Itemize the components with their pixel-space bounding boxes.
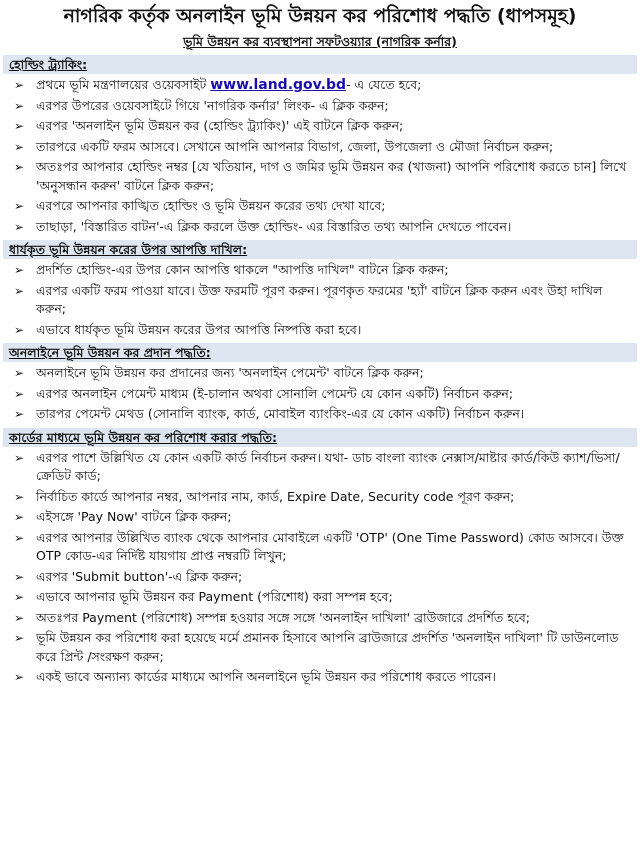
item-text: তাছাড়া, 'বিস্তারিত বাটন'-এ ক্লিক করলে উক্ত হোল্ডিং- এর বিস্তারিত তথ্য আপনি দেখতে পাবেন। (36, 218, 512, 234)
arrow-bullet-icon: ➢ (14, 450, 25, 465)
step-list (0, 364, 640, 424)
section-heading: ধার্যকৃত ভূমি উন্নয়ন করের উপর আপত্তি দাখিল: (3, 240, 637, 259)
item-text: একই ভাবে অন্যান্য কার্ডের মাধ্যমে আপনি অনলাইনে ভূমি উন্নয়ন কর পরিশোধ করতে পারেন। (36, 669, 497, 684)
item-text: তারপর পেমেন্ট মেথড (সোনালি ব্যাংক, কার্ড, মোবাইল ব্যাংকিং-এর যে কোন একটি) নির্বাচন করুন। (36, 406, 525, 421)
section-objection-filing (0, 240, 640, 339)
arrow-bullet-icon: ➢ (14, 530, 25, 545)
item-text: ভূমি উন্নয়ন কর পরিশোধ করা হয়েছে মর্মে প্রমানক হিসাবে আপনি ব্রাউজারে প্রদর্শিত 'অনলাইন দাখিলা' টি ডাউনলোড করে প্রিন্ট /সংরক্ষণ করুন; (36, 630, 619, 664)
list-item (12, 138, 634, 157)
list-item (12, 568, 634, 587)
step-list (0, 76, 640, 236)
arrow-bullet-icon: ➢ (14, 139, 25, 154)
page (0, 4, 640, 687)
list-item (12, 282, 634, 319)
arrow-bullet-icon: ➢ (14, 263, 25, 277)
item-text: এরপর পাশে উল্লিখিত যে কোন একটি কার্ড নির্বাচন করুন। যথা- ডাচ বাংলা ব্যাংক নেক্সাস/মাষ্টার কার্ড/কিউ ক্যাশ/ভিসা/ক্রেডিট কার্ড; (36, 449, 620, 483)
section-card-payment (0, 428, 640, 687)
list-item (12, 364, 634, 383)
list-item (12, 97, 634, 116)
land-website-link[interactable]: www.land.gov.bd (210, 77, 346, 93)
item-text: এরপর অনলাইন পেমেন্ট মাধ্যম (ই-চালান অথবা সোনালি পেমেন্ট যে কোন একটি) নির্বাচন করুন; (36, 385, 514, 401)
list-item (12, 158, 634, 195)
list-item (12, 117, 634, 136)
arrow-bullet-icon: ➢ (14, 569, 25, 584)
list-item (12, 449, 634, 486)
item-text: এরপর একটি ফরম পাওয়া যাবে। উক্ত ফরমটি পূরণ করুন। পূরণকৃত ফরমের 'হ্যাঁ' বাটনে ক্লিক করুন এবং উহা দাখিল করুন; (36, 282, 603, 316)
item-text: - এ যেতে হবে; (346, 77, 422, 92)
arrow-bullet-icon: ➢ (14, 98, 25, 113)
list-item (12, 218, 634, 237)
list-item (12, 588, 634, 607)
arrow-bullet-icon: ➢ (14, 78, 25, 92)
arrow-bullet-icon: ➢ (14, 219, 25, 234)
section-heading: কার্ডের মাধ্যমে ভূমি উন্নয়ন কর পরিশোধ করার পদ্ধতি: (3, 428, 637, 447)
page-title: নাগরিক কর্তৃক অনলাইন ভূমি উন্নয়ন কর পরিশোধ পদ্ধতি (ধাপসমূহ) (63, 5, 577, 27)
list-item (12, 529, 634, 566)
section-online-payment (0, 343, 640, 424)
list-item (12, 668, 634, 687)
list-item (12, 261, 634, 280)
arrow-bullet-icon: ➢ (14, 407, 25, 421)
step-list (0, 449, 640, 687)
list-item (12, 629, 634, 666)
arrow-bullet-icon: ➢ (14, 610, 25, 625)
arrow-bullet-icon: ➢ (14, 119, 25, 133)
arrow-bullet-icon: ➢ (14, 366, 25, 380)
page-subtitle: ভূমি উন্নয়ন কর ব্যবস্থাপনা সফটওয়্যার (নাগরিক কর্নার) (183, 34, 457, 49)
item-text: এরপর 'Submit button'-এ ক্লিক করুন; (36, 568, 243, 584)
item-text: অতঃপর Payment (পরিশোধ) সম্পন্ন হওয়ার সঙ্গে সঙ্গে 'অনলাইন দাখিলা' ব্রাউজারে প্রদর্শিত হবে; (36, 609, 530, 625)
item-text: অনলাইনে ভূমি উন্নয়ন কর প্রদানের জন্য 'অনলাইন পেমেন্ট' বাটনে ক্লিক করুন; (36, 365, 424, 380)
arrow-bullet-icon: ➢ (14, 631, 25, 645)
item-text: এভাবে আপনার ভূমি উন্নয়ন কর Payment (পরিশোধ) করা সম্পন্ন হবে; (36, 589, 393, 604)
section-holding-tracking (0, 55, 640, 236)
arrow-bullet-icon: ➢ (14, 322, 25, 337)
arrow-bullet-icon: ➢ (14, 160, 25, 174)
item-text: তারপরে একটি ফরম আসবে। সেখানে আপনি আপনার বিভাগ, জেলা, উপজেলা ও মৌজা নির্বাচন করুন; (36, 138, 554, 154)
list-item (12, 321, 634, 340)
item-text: অতঃপর আপনার হোল্ডিং নম্বর [যে খতিয়ান, দাগ ও জমির ভূমি উন্নয়ন কর (খাজনা) আপনি পরিশোধ করতে চান] লিখে 'অনুসন্ধান করুন' বাটনে ক্লিক করুন; (36, 159, 627, 193)
step-list (0, 261, 640, 339)
arrow-bullet-icon: ➢ (14, 199, 25, 213)
arrow-bullet-icon: ➢ (14, 283, 25, 298)
arrow-bullet-icon: ➢ (14, 489, 25, 504)
section-heading: অনলাইনে ভূমি উন্নয়ন কর প্রদান পদ্ধতি: (3, 343, 637, 362)
arrow-bullet-icon: ➢ (14, 590, 25, 604)
list-item (12, 385, 634, 404)
item-text: এইসঙ্গে 'Pay Now' বাটনে ক্লিক করুন; (36, 509, 232, 524)
list-item (12, 488, 634, 507)
item-text: প্রদর্শিত হোল্ডিং-এর উপর কোন আপত্তি থাকলে "আপত্তি দাখিল" বাটনে ক্লিক করুন; (36, 262, 449, 277)
list-item (12, 405, 634, 424)
section-heading: হোল্ডিং ট্র্যাকিং: (3, 55, 637, 74)
item-text: এরপরে আপনার কাঙ্খিত হোল্ডিং ও ভূমি উন্নয়ন করের তথ্য দেখা যাবে; (36, 198, 386, 213)
list-item (12, 197, 634, 216)
item-text: প্রথমে ভূমি মন্ত্রণালয়ের ওয়েবসাইট (36, 77, 211, 92)
list-item (12, 76, 634, 95)
item-text: এভাবে ধার্যকৃত ভূমি উন্নয়ন করের উপর আপত্তি নিষ্পত্তি করা হবে। (36, 321, 362, 337)
item-text: এরপর উপরের ওয়েবসাইটে গিয়ে 'নাগরিক কর্নার' লিংক- এ ক্লিক করুন; (36, 97, 389, 113)
list-item (12, 609, 634, 628)
arrow-bullet-icon: ➢ (14, 670, 25, 684)
arrow-bullet-icon: ➢ (14, 510, 25, 524)
item-text: এরপর আপনার উল্লিখিত ব্যাংক থেকে আপনার মোবাইলে একটি 'OTP' (One Time Password) কোড আসবে। উক্ত OTP কোড-এর নির্দিষ্ট যায়গায় প্রাপ্ত নম্বরটি লিখুন; (36, 529, 624, 563)
arrow-bullet-icon: ➢ (14, 386, 25, 401)
item-text: এরপর 'অনলাইন ভূমি উন্নয়ন কর (হোল্ডিং ট্র্যাকিং)' এই বাটনে ক্লিক করুন; (36, 118, 404, 133)
item-text: নির্বাচিত কার্ডে আপনার নম্বর, আপনার নাম, কার্ড, Expire Date, Security code পূরণ করুন; (36, 488, 515, 504)
list-item (12, 508, 634, 527)
